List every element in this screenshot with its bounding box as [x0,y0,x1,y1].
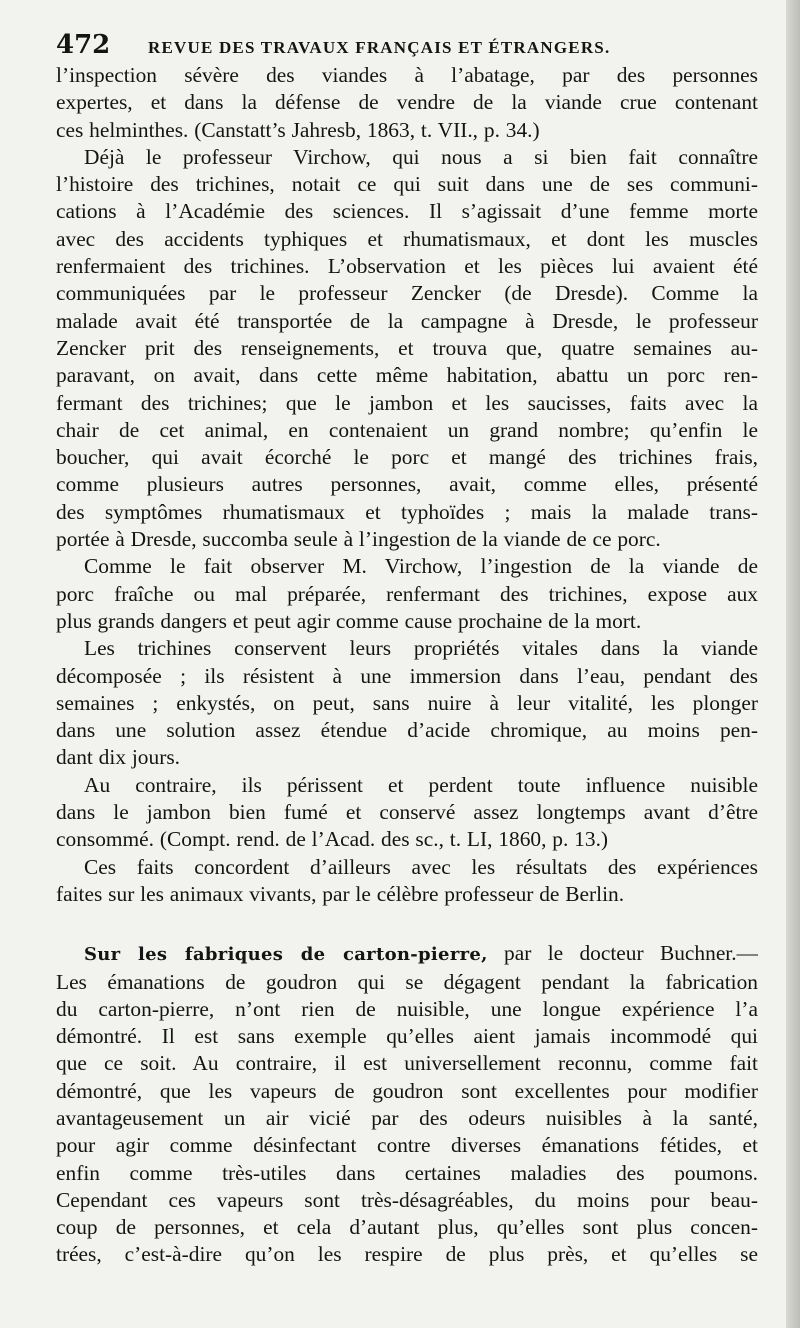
section-block [56,940,758,1269]
paragraph [56,772,758,854]
text-line: avec des accidents typhiques et rhumatismaux, et dont les muscles [56,226,758,251]
text-line: des symptômes rhumatismaux et typhoïdes ; mais la malade trans- [56,499,758,524]
text-line: communiquées par le professeur Zencker (de Dresde). Comme la [56,281,758,306]
paragraph [56,144,758,553]
page-edge-shadow [786,0,800,1328]
text-line: décomposée ; ils résistent à une immersion dans l’eau, pendant des [56,663,758,688]
text-line: consommé. (Compt. rend. de l’Acad. des sc., t. LI, 1860, p. 13.) [56,827,609,852]
section-heading-line [56,940,758,968]
text-line: enfin comme très-utiles dans certaines maladies des poumons. [56,1160,758,1185]
text-line: Déjà le professeur Virchow, qui nous a si bien fait connaître [84,144,758,169]
text-line: que ce soit. Au contraire, il est universellement reconnu, comme fait [56,1051,758,1076]
text-line: ces helminthes. (Canstatt’s Jahresb, 1863, t. VII., p. 34.) [56,117,540,142]
text-line: paravant, on avait, dans cette même habitation, abattu un porc ren- [56,363,758,388]
text-line: coup de personnes, et cela d’autant plus, qu’elles sont plus concen- [56,1215,758,1240]
paragraph [56,635,758,771]
paragraph-container [56,62,758,908]
text-line: expertes, et dans la défense de vendre de la viande crue contenant [56,90,758,115]
text-line: renfermaient des trichines. L’observation et les pièces lui avaient été [56,254,758,279]
section-byline: par le docteur Buchner.— [487,941,758,966]
text-line: faites sur les animaux vivants, par le célèbre professeur de Berlin. [56,881,625,906]
text-line: plus grands dangers et peut agir comme cause prochaine de la mort. [56,608,642,633]
paragraph [56,62,758,144]
text-line: comme plusieurs autres personnes, avait, comme elles, présenté [56,472,758,497]
section-title: Sur les fabriques de carton-pierre, [84,944,488,966]
text-line: dant dix jours. [56,745,180,770]
text-line: du carton-pierre, n’ont rien de nuisible, une longue expérience l’a [56,996,758,1021]
text-line: malade avait été transportée de la campagne à Dresde, le professeur [56,308,758,333]
paragraph [56,854,758,909]
text-line: Zencker prit des renseignements, et trouva que, quatre semaines au- [56,335,758,360]
running-head: REVUE DES TRAVAUX FRANÇAIS ET ÉTRANGERS. [148,38,611,57]
paragraph [56,553,758,635]
section-spacer [56,908,758,940]
text-line: chair de cet animal, en contenaient un grand nombre; qu’enfin le [56,417,758,442]
text-line: Comme le fait observer M. Virchow, l’ingestion de la viande de [84,554,758,579]
text-line: fermant des trichines; que le jambon et les saucisses, faits avec la [56,390,758,415]
text-line: Les émanations de goudron qui se dégagent pendant la fabrication [56,969,758,994]
text-line: dans le jambon bien fumé et conservé assez longtemps avant d’être [56,800,758,825]
body-text [56,62,758,1269]
text-line: démontré, que les vapeurs de goudron sont excellentes pour modifier [56,1078,758,1103]
text-line: Cependant ces vapeurs sont très-désagréables, du moins pour beau- [56,1187,758,1212]
text-line: trées, c’est-à-dire qu’on les respire de plus près, et qu’elles se [56,1242,758,1267]
text-line: démontré. Il est sans exemple qu’elles aient jamais incommodé qui [56,1024,758,1049]
text-line: avantageusement un air vicié par des odeurs nuisibles à la santé, [56,1105,758,1130]
text-line: dans une solution assez étendue d’acide chromique, au moins pen- [56,718,758,743]
page-number: 472 [56,30,111,60]
page-header [56,30,758,60]
text-line: l’inspection sévère des viandes à l’abatage, par des personnes [56,63,758,87]
text-line: porc fraîche ou mal préparée, renfermant des trichines, expose aux [56,581,758,606]
text-line: Ces faits concordent d’ailleurs avec les résultats des expériences [84,854,758,879]
text-line: semaines ; enkystés, on peut, sans nuire à leur vitalité, les plonger [56,690,758,715]
text-line: l’histoire des trichines, notait ce qui suit dans une de ses communi- [56,172,758,197]
text-line: boucher, qui avait écorché le porc et mangé des trichines frais, [56,445,758,470]
text-line: cations à l’Académie des sciences. Il s’agissait d’une femme morte [56,199,758,224]
text-line: pour agir comme désinfectant contre diverses émanations fétides, et [56,1133,758,1158]
text-line: portée à Dresde, succomba seule à l’ingestion de la viande de ce porc. [56,527,661,552]
text-line: Au contraire, ils périssent et perdent toute influence nuisible [84,772,758,797]
text-line: Les trichines conservent leurs propriétés vitales dans la viande [84,636,758,661]
